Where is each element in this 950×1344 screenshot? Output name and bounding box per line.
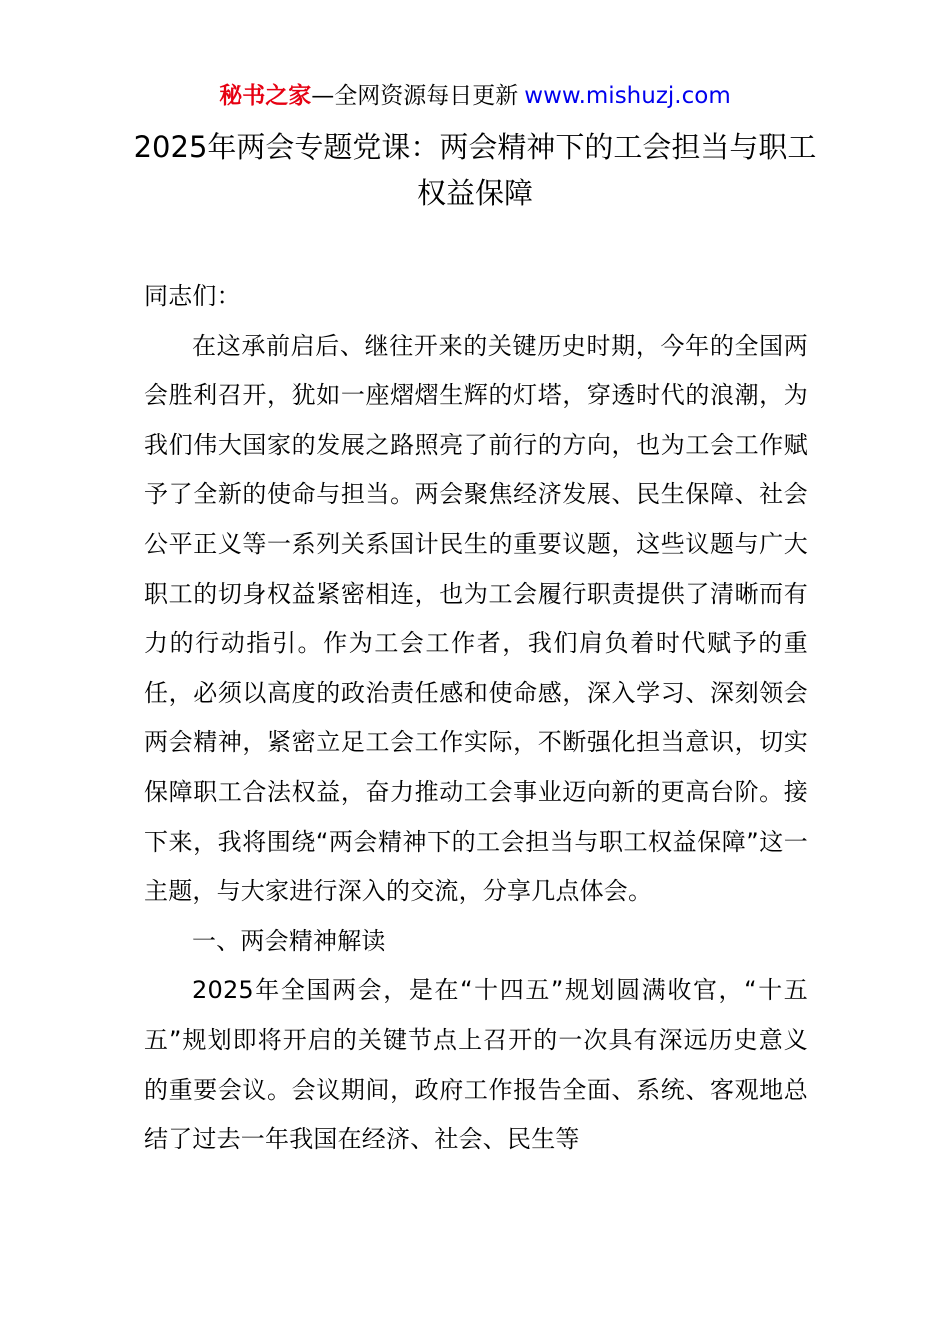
salutation: 同志们： (144, 282, 241, 310)
site-url-link[interactable]: www.mishuzj.com (524, 83, 731, 109)
brand-name: 秘书之家 (219, 83, 312, 109)
site-header (0, 80, 950, 112)
section-heading: 一、两会精神解读 (192, 926, 386, 955)
paragraph-section-one: 2025年全国两会，是在“十四五”规划圆满收官，“十五五”规划即将开启的关键节点上召开的一次具有深远历史意义的重要会议。会议期间，政府工作报告全面、系统、客观地总结了过去一年我国在经济、社会、民生等 (144, 976, 808, 1154)
document-body (144, 272, 808, 1165)
paragraph-intro: 在这承前启后、继往开来的关键历史时期，今年的全国两会胜利召开，犹如一座熠熠生辉的灯塔，穿透时代的浪潮，为我们伟大国家的发展之路照亮了前行的方向，也为工会工作赋予了全新的使命与担当。两会聚焦经济发展、民生保障、社会公平正义等一系列关系国计民生的重要议题，这些议题与广大职工的切身权益紧密相连，也为工会履行职责提供了清晰而有力的行动指引。作为工会工作者，我们肩负着时代赋予的重任，必须以高度的政治责任感和使命感，深入学习、深刻领会两会精神，紧密立足工会工作实际，不断强化担当意识，切实保障职工合法权益，奋力推动工会事业迈向新的更高台阶。接下来，我将围绕“两会精神下的工会担当与职工权益保障”这一主题，与大家进行深入的交流，分享几点体会。 (144, 331, 808, 906)
document-title: 2025年两会专题党课：两会精神下的工会担当与职工权益保障 (133, 130, 817, 210)
header-tagline: —全网资源每日更新 (311, 83, 519, 109)
